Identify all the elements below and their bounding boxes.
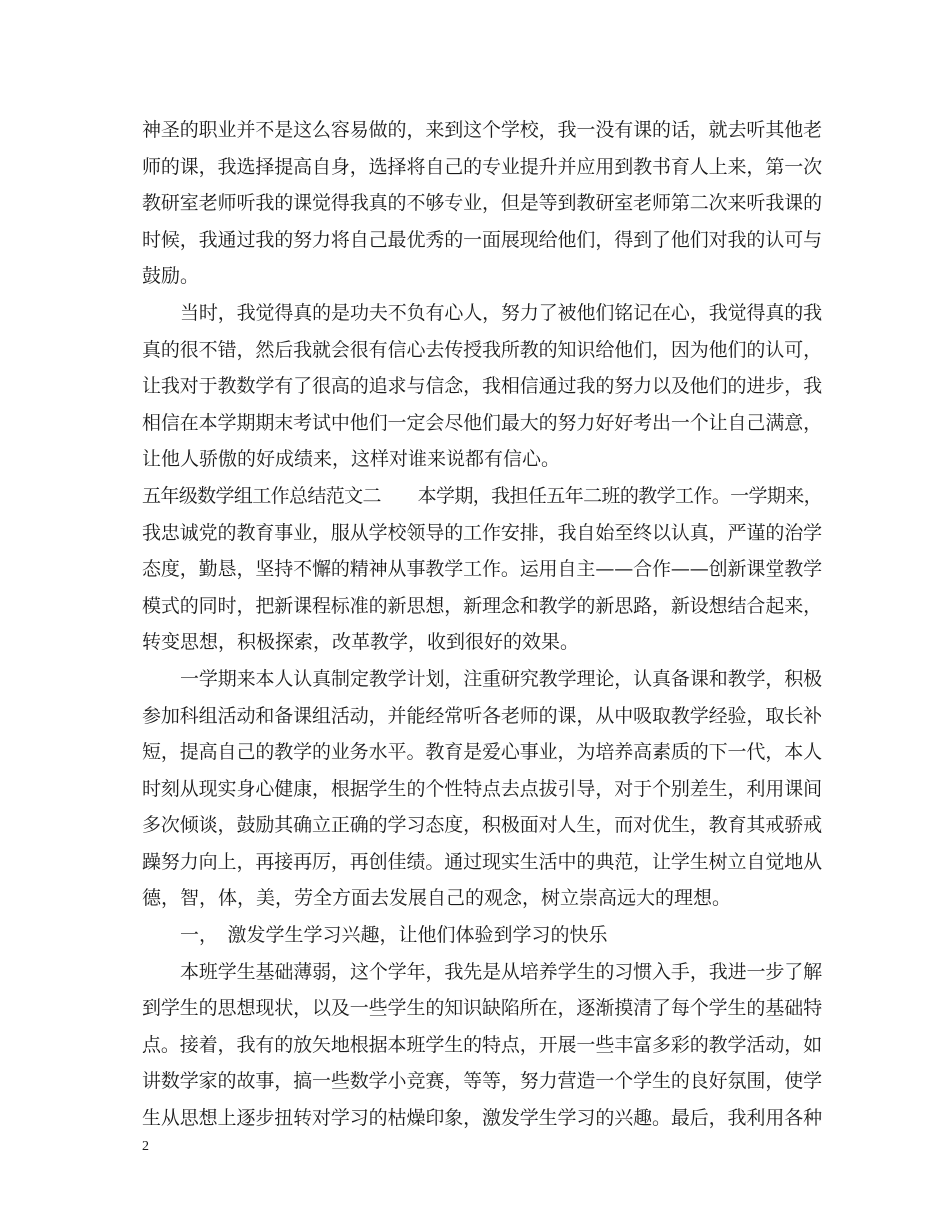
text-line: 时候，我通过我的努力将自己最优秀的一面展现给他们，得到了他们对我的认可与 — [142, 228, 822, 251]
text-line: 让我对于教数学有了很高的追求与信念，我相信通过我的努力以及他们的进步，我 — [142, 375, 822, 398]
text-line: 五年级数学组工作总结范文二 本学期，我担任五年二班的教学工作。一学期来， — [142, 484, 822, 507]
text-line: 点。接着，我有的放矢地根据本班学生的特点，开展一些丰富多彩的教学活动，如 — [142, 1033, 822, 1056]
text-line: 我忠诚党的教育事业，服从学校领导的工作安排，我自始至终以认真，严谨的治学 — [142, 521, 822, 544]
text-line: 鼓励。 — [142, 265, 200, 288]
body-text — [142, 112, 822, 1137]
text-line: 当时，我觉得真的是功夫不负有心人，努力了被他们铭记在心，我觉得真的我 — [180, 301, 822, 324]
text-line: 师的课，我选择提高自身，选择将自己的专业提升并应用到教书育人上来，第一次 — [142, 155, 822, 178]
page-number: 2 — [142, 1139, 149, 1154]
text-line: 躁努力向上，再接再厉，再创佳绩。通过现实生活中的典范，让学生树立自觉地从 — [142, 850, 822, 873]
text-line: 德，智，体，美，劳全方面去发展自己的观念，树立崇高远大的理想。 — [142, 887, 732, 910]
text-line: 让他人骄傲的好成绩来，这样对谁来说都有信心。 — [142, 448, 561, 471]
text-line: 态度，勤恳，坚持不懈的精神从事教学工作。运用自主——合作——创新课堂教学 — [142, 558, 822, 581]
text-line: 模式的同时，把新课程标准的新思想，新理念和教学的新思路，新设想结合起来， — [142, 594, 822, 617]
text-line: 相信在本学期期末考试中他们一定会尽他们最大的努力好好考出一个让自己满意， — [142, 411, 822, 434]
text-line: 教研室老师听我的课觉得我真的不够专业，但是等到教研室老师第二次来听我课的 — [142, 192, 822, 215]
text-line: 时刻从现实身心健康，根据学生的个性特点去点拔引导，对于个别差生，利用课间 — [142, 777, 822, 800]
text-line: 参加科组活动和备课组活动，并能经常听各老师的课，从中吸取教学经验，取长补 — [142, 704, 822, 727]
text-line: 讲数学家的故事，搞一些数学小竞赛，等等，努力营造一个学生的良好氛围，使学 — [142, 1070, 822, 1093]
text-line: 多次倾谈，鼓励其确立正确的学习态度，积极面对人生，而对优生，教育其戒骄戒 — [142, 814, 822, 837]
text-line: 一学期来本人认真制定教学计划，注重研究教学理论，认真备课和教学，积极 — [180, 667, 822, 690]
text-line: 转变思想，积极探索，改革教学，收到很好的效果。 — [142, 631, 580, 654]
text-line: 生从思想上逐步扭转对学习的枯燥印象，激发学生学习的兴趣。最后，我利用各种 — [142, 1107, 822, 1130]
text-line: 神圣的职业并不是这么容易做的，来到这个学校，我一没有课的话，就去听其他老 — [142, 119, 822, 141]
text-line: 本班学生基础薄弱，这个学年，我先是从培养学生的习惯入手，我进一步了解 — [180, 960, 822, 983]
text-line: 到学生的思想现状，以及一些学生的知识缺陷所在，逐渐摸清了每个学生的基础特 — [142, 997, 822, 1020]
text-line: 真的很不错，然后我就会很有信心去传授我所教的知识给他们，因为他们的认可， — [142, 338, 822, 361]
text-line: 一， 激发学生学习兴趣，让他们体验到学习的快乐 — [180, 924, 608, 947]
text-line: 短，提高自己的教学的业务水平。教育是爱心事业，为培养高素质的下一代，本人 — [142, 741, 822, 764]
